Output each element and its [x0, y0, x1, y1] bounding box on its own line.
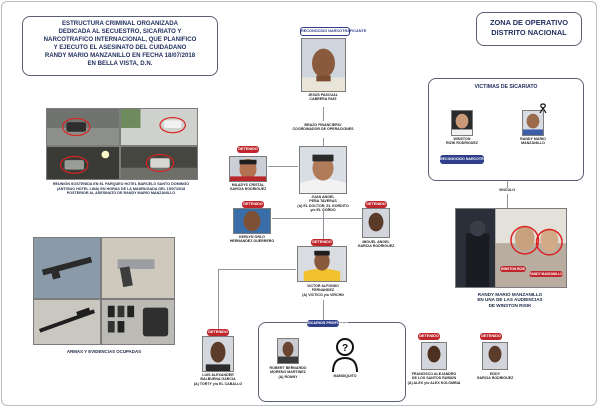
- caption-luis: LUIS ALEXANDER BALBUENA GARCIA (A) TORTY y/o EL CABALLO: [193, 373, 243, 386]
- caption-jesus: JESÚS PASCUAL CABRERA RUIZ: [308, 93, 338, 102]
- detained-badge-francisco: DETENIDO: [419, 334, 439, 338]
- caption-miguel: MIGUEL ANGEL GARCIA RODRIGUEZ: [357, 240, 395, 249]
- photo-juan: [299, 146, 347, 194]
- detained-badge-victor: DETENIDO: [312, 240, 332, 244]
- connector-victor-profugos: [323, 300, 324, 322]
- connector-juan-kerlyn: [272, 218, 323, 219]
- title-box: [22, 16, 218, 76]
- title-line-1: ESTRUCTURA CRIMINAL ORGANIZADA: [61, 20, 179, 27]
- title-line-4: Y EJECUTO EL ASESINATO DEL CUIDADANO: [53, 44, 187, 52]
- photo-miguel: [362, 208, 390, 238]
- photo-luis: [202, 336, 234, 372]
- victims-title: VICTIMAS DE SICARIATO: [474, 84, 538, 90]
- caption-eddy: EDDY GARCIA RODRIGUEZ: [476, 372, 514, 381]
- photo-parking-4: [120, 146, 198, 180]
- detained-badge-miguel: DETENIDO: [366, 202, 386, 206]
- photo-weapon-shotgun: [33, 299, 101, 345]
- unknown-person-silhouette: [330, 336, 360, 372]
- photo-evidence-phones: [101, 299, 175, 345]
- caption-milady: MILADYS CRISTAL GARCIA RODRIGUEZ: [229, 183, 267, 192]
- photo-parking-3: [46, 146, 120, 180]
- caption-brazo: BRAZO FINANCIERO/ COORDINADOR DE OPERACIONES: [292, 123, 354, 132]
- connector-brazo-juan: [323, 138, 324, 146]
- photo-parking-2: [120, 108, 198, 146]
- svg-text:?: ?: [342, 343, 349, 354]
- narco-badge-jesus: RECONOCIDO NARCOTRAFICANTE: [300, 27, 350, 36]
- mourning-ribbon-icon: [539, 103, 547, 113]
- caption-robert: ROBERT BERNARDO MORENO MARTINEZ (A) RONNY: [269, 366, 307, 379]
- detained-badge-kerlyn: DETENIDO: [243, 202, 263, 206]
- vinculo-label: VINCULO: [498, 188, 516, 192]
- connector-victor-luis-v: [218, 269, 219, 329]
- caption-juan: JUAN ANGEL PEÑA TAVERAS (A) EL DOCTOR, EL GORDITO y/o EL GORDO: [297, 195, 349, 212]
- photo-robert: [277, 338, 299, 364]
- photo-kerlyn: [233, 208, 271, 234]
- title-line-5: RANDY MARIO MANZANILLO EN FECHA 18/07/2018: [44, 52, 196, 60]
- caption-victor: VICTOR ALFONSO FERNANDEZ (A) VICTICO y/o VIRCHN: [302, 284, 344, 297]
- zone-line-1: ZONA DE OPERATIVO: [489, 18, 568, 27]
- caption-kerlyn: KERLYN ORLO HERNANDEZ GUERRERO: [229, 235, 275, 244]
- photo-eddy: [482, 342, 508, 370]
- caption-hearing: RANDY MARIO MANZANILLO EN UNA DE LAS AUDIENCIAS DE WINSTON RISIK: [477, 292, 543, 308]
- caption-winston: WINSTON RIZIK RODRIGUEZ: [446, 137, 478, 146]
- photo-weapon-rifle: [33, 237, 101, 299]
- detained-badge-milady: DETENIDO: [238, 147, 258, 151]
- photo-parking-1: [46, 108, 120, 146]
- connector-juan-milady: [268, 166, 298, 167]
- connector-jesus-brazo: [323, 107, 324, 121]
- caption-weapons: ARMAS Y EVIDENCIAS OCUPADAS: [66, 349, 142, 354]
- photo-francisco: [421, 342, 447, 370]
- photo-victor: [297, 246, 347, 282]
- hearing-tag-winston: WINSTON RIZIK: [500, 267, 526, 271]
- photo-randy: [522, 110, 544, 136]
- detained-badge-luis: DETENIDO: [208, 330, 228, 334]
- photo-winston: [451, 110, 473, 136]
- connector-vinculo-bottom: [507, 194, 508, 208]
- profugos-badge: SICARIOS PROFUGOS: [307, 321, 349, 325]
- connector-victor-luis-h: [218, 269, 296, 270]
- photo-milady: [229, 156, 267, 182]
- connector-vinculo-top: [507, 181, 508, 188]
- detained-badge-eddy: DETENIDO: [481, 334, 501, 338]
- photo-weapon-pistol: [101, 237, 175, 299]
- zone-box: [476, 12, 582, 46]
- caption-randy: RANDY MARIO MANZANILLO: [520, 137, 546, 146]
- caption-mandiquito: MANDIQUITO: [333, 374, 357, 378]
- zone-line-2: DISTRITO NACIONAL: [491, 28, 567, 37]
- photo-jesus: [301, 38, 346, 92]
- title-line-3: NARCOTRAFICO INTERNACIONAL, QUE PLANIFICO: [43, 36, 197, 44]
- hearing-tag-randy: RANDY MANZANILLO: [529, 272, 563, 276]
- caption-meeting: REUNIÓN SOSTENIDA EN EL PARQUEO HOTEL BARCELO SANTO DOMINGO (ANTIGUO HOTEL LINA) EN HORAS DE LA MADRUGADA DEL 19/07/2018 POSTERIOR AL ASESINATO DE RANDY MARIO MANZANILLO: [52, 182, 190, 196]
- caption-francisco: FRANCISCO ALEJANDRO DE LOS SANTOS RUBIÚN (A) ALEX y/o ALEX KOLOMBIA: [407, 372, 461, 385]
- narco-badge-winston: RECONOCIDO NARCOTRAFICANTE: [440, 155, 484, 164]
- title-line-2: DEDICADA AL SECUESTRO, SICARIATO Y: [58, 28, 182, 36]
- title-line-6: EN BELLA VISTA, D.N.: [87, 60, 153, 68]
